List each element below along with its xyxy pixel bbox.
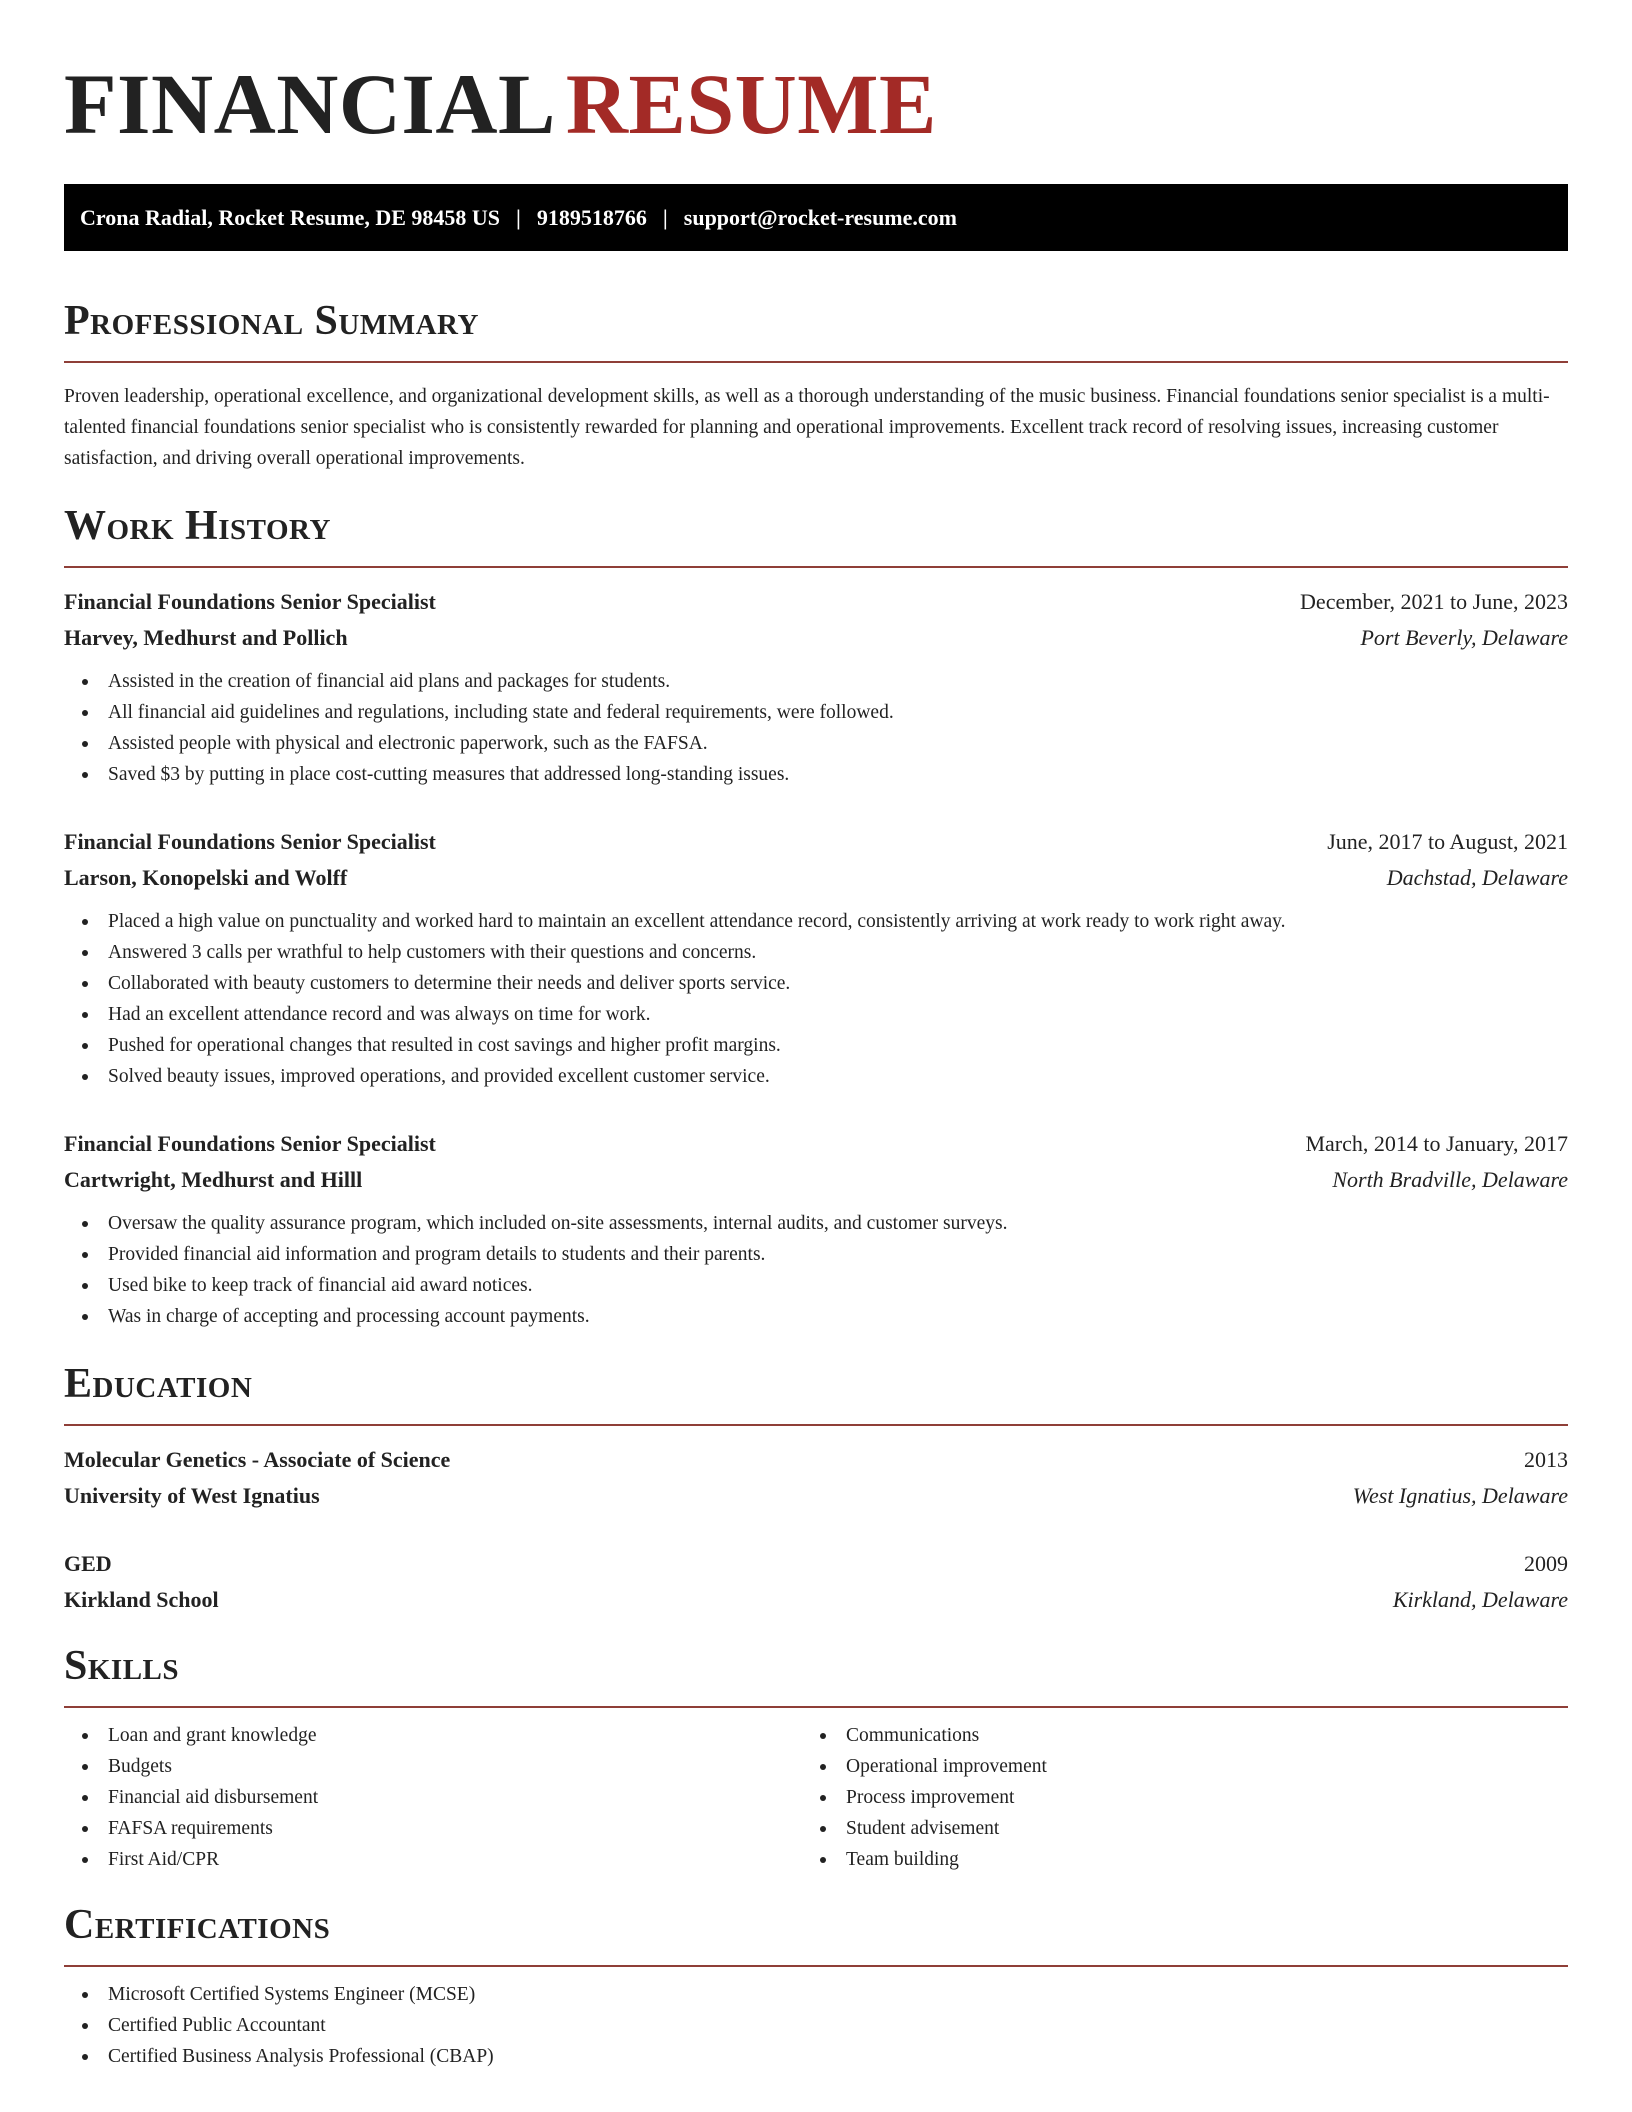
job-entry [64,1126,1568,1332]
skills-list-left [64,1720,816,1875]
job-location: Port Beverly, Delaware [1360,625,1568,650]
list-item: Student advisement [816,1813,1568,1844]
education-section [64,1360,1568,1618]
education-year: 2009 [1524,1551,1568,1576]
job-company-row [64,620,1568,656]
summary-text: Proven leadership, operational excellence, and organizational development skills, as well as a thorough understanding of the music business. Financial foundations senior specialist is a multi-talented financial foundations senior specialist who is consistently rewarded for planning and operational improvements. Excellent track record of resolving issues, increasing customer satisfaction, and driving overall operational improvements. [64,386,1550,469]
job-company-row [64,1162,1568,1198]
list-item: Answered 3 calls per wrathful to help customers with their questions and concerns. [64,937,1568,968]
skills-grid [64,1720,1568,1875]
contact-separator: | [516,204,521,230]
education-entry [64,1546,1568,1618]
list-item: Financial aid disbursement [64,1782,816,1813]
section-divider [64,566,1568,568]
skills-heading: Skills [64,1643,180,1689]
contact-email: support@rocket-resume.com [683,204,957,230]
job-company: Larson, Konopelski and Wolff [64,865,348,890]
section-divider [64,1965,1568,1967]
job-location: North Bradville, Delaware [1332,1167,1568,1192]
education-school: University of West Ignatius [64,1483,320,1508]
list-item: All financial aid guidelines and regulations, including state and federal requirements, were followed. [64,697,1568,728]
list-item: Was in charge of accepting and processing account payments. [64,1301,1568,1332]
title-word-resume: RESUME [565,56,937,152]
contact-phone: 9189518766 [536,204,647,230]
list-item: Assisted in the creation of financial aid plans and packages for students. [64,666,1568,697]
list-item: FAFSA requirements [64,1813,816,1844]
education-location: Kirkland, Delaware [1392,1587,1568,1612]
job-entry [64,824,1568,1092]
job-title: Financial Foundations Senior Specialist [64,589,436,614]
job-header-row [64,1126,1568,1162]
list-item: Budgets [64,1751,816,1782]
job-header-row [64,584,1568,620]
job-entry [64,584,1568,790]
certifications-heading: Certifications [64,1902,331,1948]
list-item: Process improvement [816,1782,1568,1813]
contact-separator: | [662,204,668,230]
certifications-list [64,1979,1568,2072]
list-item: Communications [816,1720,1568,1751]
list-item: Had an excellent attendance record and was always on time for work. [64,999,1568,1030]
job-title: Financial Foundations Senior Specialist [64,1131,436,1156]
certifications-section [64,1901,1568,2072]
education-school-row [64,1582,1568,1618]
list-item: Solved beauty issues, improved operations, and provided excellent customer service. [64,1061,1568,1092]
page-title [64,56,1568,152]
education-year: 2013 [1524,1447,1568,1472]
education-school-row [64,1478,1568,1514]
skills-section [64,1642,1568,1875]
job-dates: June, 2017 to August, 2021 [1327,829,1568,854]
section-divider [64,361,1568,363]
list-item: Loan and grant knowledge [64,1720,816,1751]
job-dates: March, 2014 to January, 2017 [1305,1131,1568,1156]
education-degree: Molecular Genetics - Associate of Science [64,1447,451,1472]
contact-bar [64,184,1568,251]
job-bullets [64,906,1568,1092]
job-header-row [64,824,1568,860]
education-school: Kirkland School [64,1587,219,1612]
education-heading: Education [64,1361,253,1407]
job-title: Financial Foundations Senior Specialist [64,829,436,854]
section-divider [64,1424,1568,1426]
job-location: Dachstad, Delaware [1386,865,1568,890]
list-item: Microsoft Certified Systems Engineer (MCSE) [64,1979,1568,2010]
section-divider [64,1706,1568,1708]
list-item: Provided financial aid information and program details to students and their parents. [64,1239,1568,1270]
job-company: Cartwright, Medhurst and Hilll [64,1167,363,1192]
summary-heading: Professional Summary [64,298,479,344]
education-entry [64,1442,1568,1514]
list-item: Assisted people with physical and electronic paperwork, such as the FAFSA. [64,728,1568,759]
list-item: Operational improvement [816,1751,1568,1782]
list-item: Pushed for operational changes that resulted in cost savings and higher profit margins. [64,1030,1568,1061]
job-bullets [64,666,1568,790]
job-dates: December, 2021 to June, 2023 [1300,589,1568,614]
work-history-heading: Work History [64,503,331,549]
list-item: Oversaw the quality assurance program, which included on-site assessments, internal audits, and customer surveys. [64,1208,1568,1239]
contact-address: Crona Radial, Rocket Resume, DE 98458 US [80,204,501,230]
list-item: Collaborated with beauty customers to determine their needs and deliver sports service. [64,968,1568,999]
job-company-row [64,860,1568,896]
list-item: Certified Business Analysis Professional (CBAP) [64,2041,1568,2072]
title-word-financial: FINANCIAL [64,56,556,152]
job-company: Harvey, Medhurst and Pollich [64,625,348,650]
education-header-row [64,1546,1568,1582]
summary-section [64,297,1568,474]
list-item: Placed a high value on punctuality and worked hard to maintain an excellent attendance record, consistently arriving at work ready to work right away. [64,906,1568,937]
skills-list-right [816,1720,1568,1875]
list-item: Team building [816,1844,1568,1875]
education-location: West Ignatius, Delaware [1352,1483,1568,1508]
education-header-row [64,1442,1568,1478]
work-history-section [64,502,1568,1332]
list-item: First Aid/CPR [64,1844,816,1875]
list-item: Certified Public Accountant [64,2010,1568,2041]
list-item: Used bike to keep track of financial aid award notices. [64,1270,1568,1301]
list-item: Saved $3 by putting in place cost-cutting measures that addressed long-standing issues. [64,759,1568,790]
job-bullets [64,1208,1568,1332]
education-degree: GED [64,1551,112,1576]
